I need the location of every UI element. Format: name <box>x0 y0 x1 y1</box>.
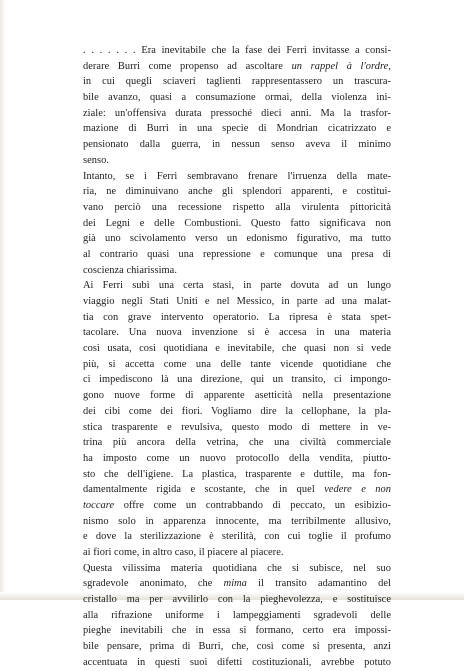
text-run: senso. <box>83 154 109 166</box>
text-line <box>83 137 391 153</box>
italic-phrase: un rappel à l'ordre <box>291 60 389 72</box>
text-run: sgradevole anonimato, che <box>83 578 224 590</box>
paragraph <box>83 43 391 169</box>
text-run: vano perciò una recessione rispetto alla virulenta pittoricità <box>83 201 391 213</box>
text-line <box>83 247 391 263</box>
text-line <box>83 623 391 639</box>
text-line <box>83 420 391 436</box>
paragraph <box>83 278 391 560</box>
text-line <box>83 43 391 59</box>
text-run: , <box>388 60 391 72</box>
text-line <box>83 263 391 279</box>
text-line <box>83 341 391 357</box>
text-line <box>83 404 391 420</box>
text-run: Intanto, se i Ferri sembravano frenare l'irruenza della mate- <box>83 170 391 182</box>
text-run: accentuata in questi suoi difetti costituzionali, avrebbe potuto <box>83 656 391 668</box>
text-line <box>83 498 391 514</box>
text-run: in cui quegli sciaveri taglienti rappresentassero un trascura- <box>83 76 391 88</box>
text-run: nismo solo in apparenza innocente, ma terribilmente allusivo, <box>83 515 391 527</box>
text-run: coscienza chiarissima. <box>83 264 177 276</box>
text-run: così usata, così quotidiana e inevitabile, che quasi non si vede <box>83 343 391 355</box>
text-run: pensionato dalla guerra, in nessun senso aveva il minimo <box>83 139 391 151</box>
text-run: già uno scivolamento verso un edonismo figurativo, ma tutto <box>83 233 391 245</box>
text-run: . . . . . . . Era inevitabile che la fase dei Ferri invitasse a consi- <box>83 45 391 56</box>
text-line <box>83 451 391 467</box>
text-run: trina più ancora della vetrina, che una civiltà commerciale <box>83 437 391 449</box>
text-line <box>83 482 391 498</box>
text-line <box>83 200 391 216</box>
text-line <box>83 74 391 90</box>
text-run: bile avanzo, quasi a consumazione ormai, della violenza ini- <box>83 92 391 104</box>
text-run: ci impediscono là una direzione, qui un transito, ci impongo- <box>83 374 391 386</box>
text-line <box>83 467 391 483</box>
text-run: offre come un contrabbando di peccato, un esibizio- <box>114 499 391 511</box>
text-line <box>83 372 391 388</box>
text-line <box>83 357 391 373</box>
text-run: pieghe inevitabili che in essa si formano, certo era impossi- <box>83 625 391 637</box>
text-run: stica trasparente e revulsiva, questo modo di mettere in ve- <box>83 421 391 433</box>
text-line <box>83 639 391 655</box>
text-run: bile pensare, prima di Burri, che, così come si presenta, anzi <box>83 641 391 653</box>
scan-shadow-left <box>0 0 6 600</box>
text-line <box>83 545 391 561</box>
text-line <box>83 153 391 169</box>
text-line <box>83 278 391 294</box>
text-run: alla rifrazione uniforme i lampeggiamenti sgradevoli delle <box>83 609 391 621</box>
text-run: al contrario quasi una repressione e comunque una presa di <box>83 248 391 260</box>
text-line <box>83 388 391 404</box>
text-run: cristallo ma per avvilirlo con la pieghevolezza, e sostituisce <box>83 594 391 606</box>
text-run: il transito adamantino del <box>246 578 391 590</box>
text-run: tia con grave intervento operatorio. La ripresa è stata spet- <box>83 311 391 323</box>
document-page-text <box>83 43 391 671</box>
text-run: gono nuove forme di apparente asetticità nella presentazione <box>83 390 391 402</box>
text-line <box>83 294 391 310</box>
text-line <box>83 529 391 545</box>
text-run: ria, ne diminuivano anche gli splendori apparenti, e costitui- <box>83 186 391 198</box>
paragraph <box>83 169 391 279</box>
text-run: damentalmente rigida e scostante, che in quel <box>83 484 325 496</box>
text-line <box>83 655 391 671</box>
text-line <box>83 608 391 624</box>
text-line <box>83 216 391 232</box>
text-run: tacolare. Una nuova invenzione si è accesa in una materia <box>83 327 391 339</box>
text-line <box>83 231 391 247</box>
text-run: ai fiori come, in altro caso, il piacere al piacere. <box>83 547 284 558</box>
text-run: più, si accetta come una delle tante vicende quotidiane che <box>83 358 391 370</box>
text-run: Ai Ferri subì una certa stasi, in parte dovuta ad un lungo <box>83 280 391 292</box>
text-run: e dove la sterilizzazione è sterilità, con cui toglie il profumo <box>83 531 391 543</box>
text-run: dei cibi come dei fiori. Vogliamo dire la cellophane, la pla- <box>83 405 391 417</box>
text-line <box>83 106 391 122</box>
text-run: ha imposto come un nuovo protocollo della vendita, piutto- <box>83 452 391 464</box>
text-run: Questa vilissima materia quotidiana che si subisce, nel suo <box>83 562 391 574</box>
text-run: sto che dell'igiene. La plastica, trasparente e duttile, ma fon- <box>83 468 391 480</box>
text-line <box>83 184 391 200</box>
text-line <box>83 90 391 106</box>
italic-phrase: mima <box>223 578 247 590</box>
text-run: dei Legni e delle Combustioni. Questo fatto significava non <box>83 217 391 229</box>
text-line <box>83 310 391 326</box>
paragraph <box>83 561 391 671</box>
text-line <box>83 435 391 451</box>
text-line <box>83 325 391 341</box>
text-line <box>83 514 391 530</box>
text-line <box>83 561 391 577</box>
text-line <box>83 169 391 185</box>
text-line <box>83 576 391 592</box>
italic-phrase: toccare <box>83 499 115 511</box>
text-line <box>83 121 391 137</box>
italic-phrase: vedere e non <box>324 484 391 496</box>
text-run: mazione di Burri in una specie di Mondrian cicatrizzato e <box>83 123 391 135</box>
text-run: ziale: un'offensiva durata pressoché dieci anni. Ma la trasfor- <box>83 107 391 119</box>
text-line <box>83 59 391 75</box>
text-run: viaggio negli Stati Uniti e nel Messico, in parte ad una malat- <box>83 296 391 307</box>
text-run: derare Burri come propenso ad ascoltare <box>83 60 292 72</box>
